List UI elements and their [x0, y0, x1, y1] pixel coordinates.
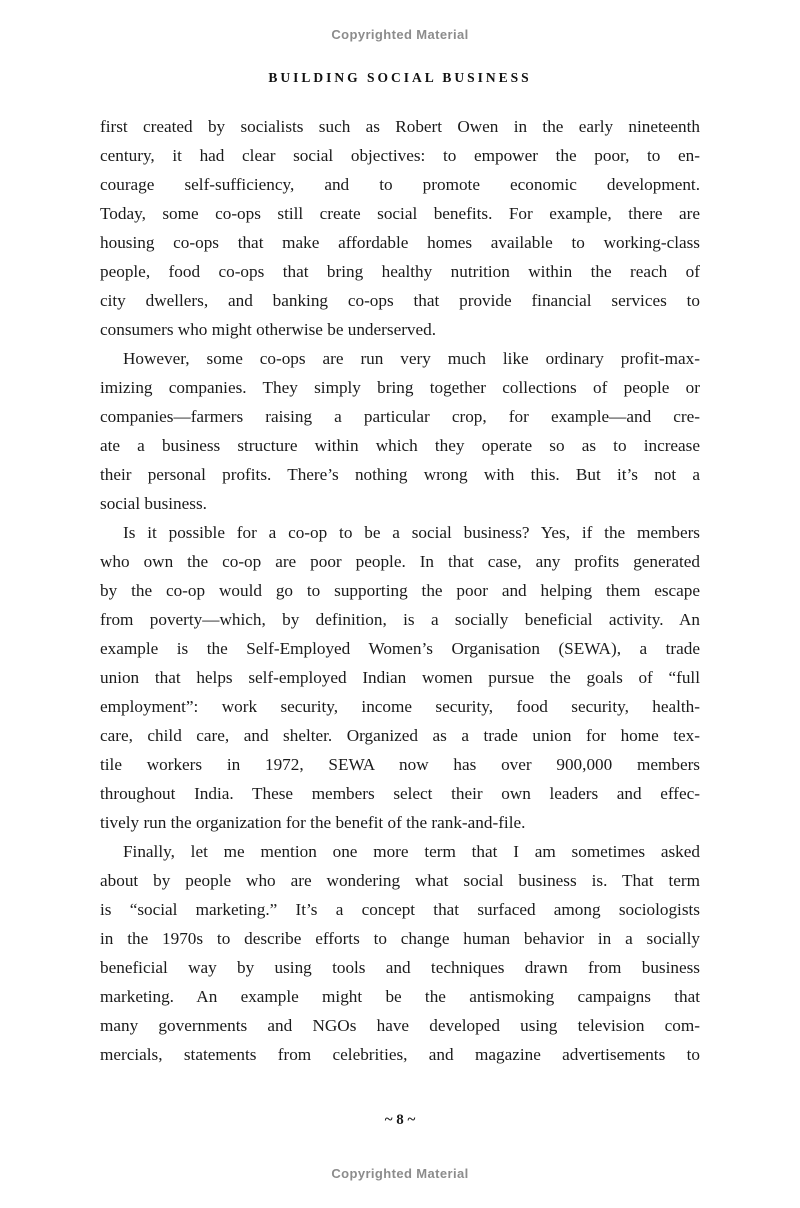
text-line: Today, some co-ops still create social benefits. For example, there are: [100, 204, 700, 223]
text-line: Is it possible for a co-op to be a social business? Yes, if the members: [123, 523, 700, 542]
text-line: tively run the organization for the benefit of the rank-and-file.: [100, 813, 526, 832]
text-line: about by people who are wondering what social business is. That term: [100, 871, 700, 890]
text-line: mercials, statements from celebrities, and magazine advertisements to: [100, 1045, 700, 1064]
text-line: their personal profits. There’s nothing wrong with this. But it’s not a: [100, 465, 700, 484]
paragraph: [100, 344, 700, 518]
copyright-notice-bottom: Copyrighted Material: [331, 1166, 469, 1181]
text-line: many governments and NGOs have developed using television com-: [100, 1016, 700, 1035]
text-line: care, child care, and shelter. Organized as a trade union for home tex-: [100, 726, 700, 745]
running-head-title: BUILDING SOCIAL BUSINESS: [268, 70, 532, 85]
page-number: ~ 8 ~: [384, 1112, 416, 1128]
text-line: companies—farmers raising a particular crop, for example—and cre-: [100, 407, 700, 426]
text-line: city dwellers, and banking co-ops that provide financial services to: [100, 291, 700, 310]
text-line: throughout India. These members select their own leaders and effec-: [100, 784, 700, 803]
text-line: housing co-ops that make affordable homes available to working-class: [100, 233, 700, 252]
text-line: consumers who might otherwise be underserved.: [100, 320, 437, 339]
text-line: first created by socialists such as Robert Owen in the early nineteenth: [100, 117, 700, 136]
text-line: in the 1970s to describe efforts to change human behavior in a socially: [100, 929, 700, 948]
text-line: beneficial way by using tools and techniques drawn from business: [100, 958, 700, 977]
paragraph: [100, 112, 700, 344]
text-line: by the co-op would go to supporting the poor and helping them escape: [100, 581, 700, 600]
text-line: employment”: work security, income security, food security, health-: [100, 697, 700, 716]
text-line: imizing companies. They simply bring together collections of people or: [100, 378, 700, 397]
copyright-notice-top: Copyrighted Material: [331, 27, 469, 42]
text-line: courage self-sufficiency, and to promote economic development.: [100, 175, 700, 194]
text-line: century, it had clear social objectives: to empower the poor, to en-: [100, 146, 700, 165]
text-line: example is the Self-Employed Women’s Organisation (SEWA), a trade: [100, 639, 700, 658]
text-line: ate a business structure within which they operate so as to increase: [100, 436, 700, 455]
body-text: [100, 112, 700, 1069]
text-line: Finally, let me mention one more term that I am sometimes asked: [123, 842, 700, 861]
paragraph: [100, 518, 700, 837]
text-line: is “social marketing.” It’s a concept that surfaced among sociologists: [100, 900, 700, 919]
text-line: union that helps self-employed Indian women pursue the goals of “full: [100, 668, 700, 687]
text-line: marketing. An example might be the antismoking campaigns that: [100, 987, 700, 1006]
text-line: people, food co-ops that bring healthy nutrition within the reach of: [100, 262, 700, 281]
paragraph: [100, 837, 700, 1069]
text-line: who own the co-op are poor people. In that case, any profits generated: [100, 552, 700, 571]
text-line: from poverty—which, by definition, is a socially beneficial activity. An: [100, 610, 700, 629]
text-line: However, some co-ops are run very much like ordinary profit-max-: [123, 349, 700, 368]
text-line: social business.: [100, 494, 207, 513]
text-line: tile workers in 1972, SEWA now has over 900,000 members: [100, 755, 700, 774]
